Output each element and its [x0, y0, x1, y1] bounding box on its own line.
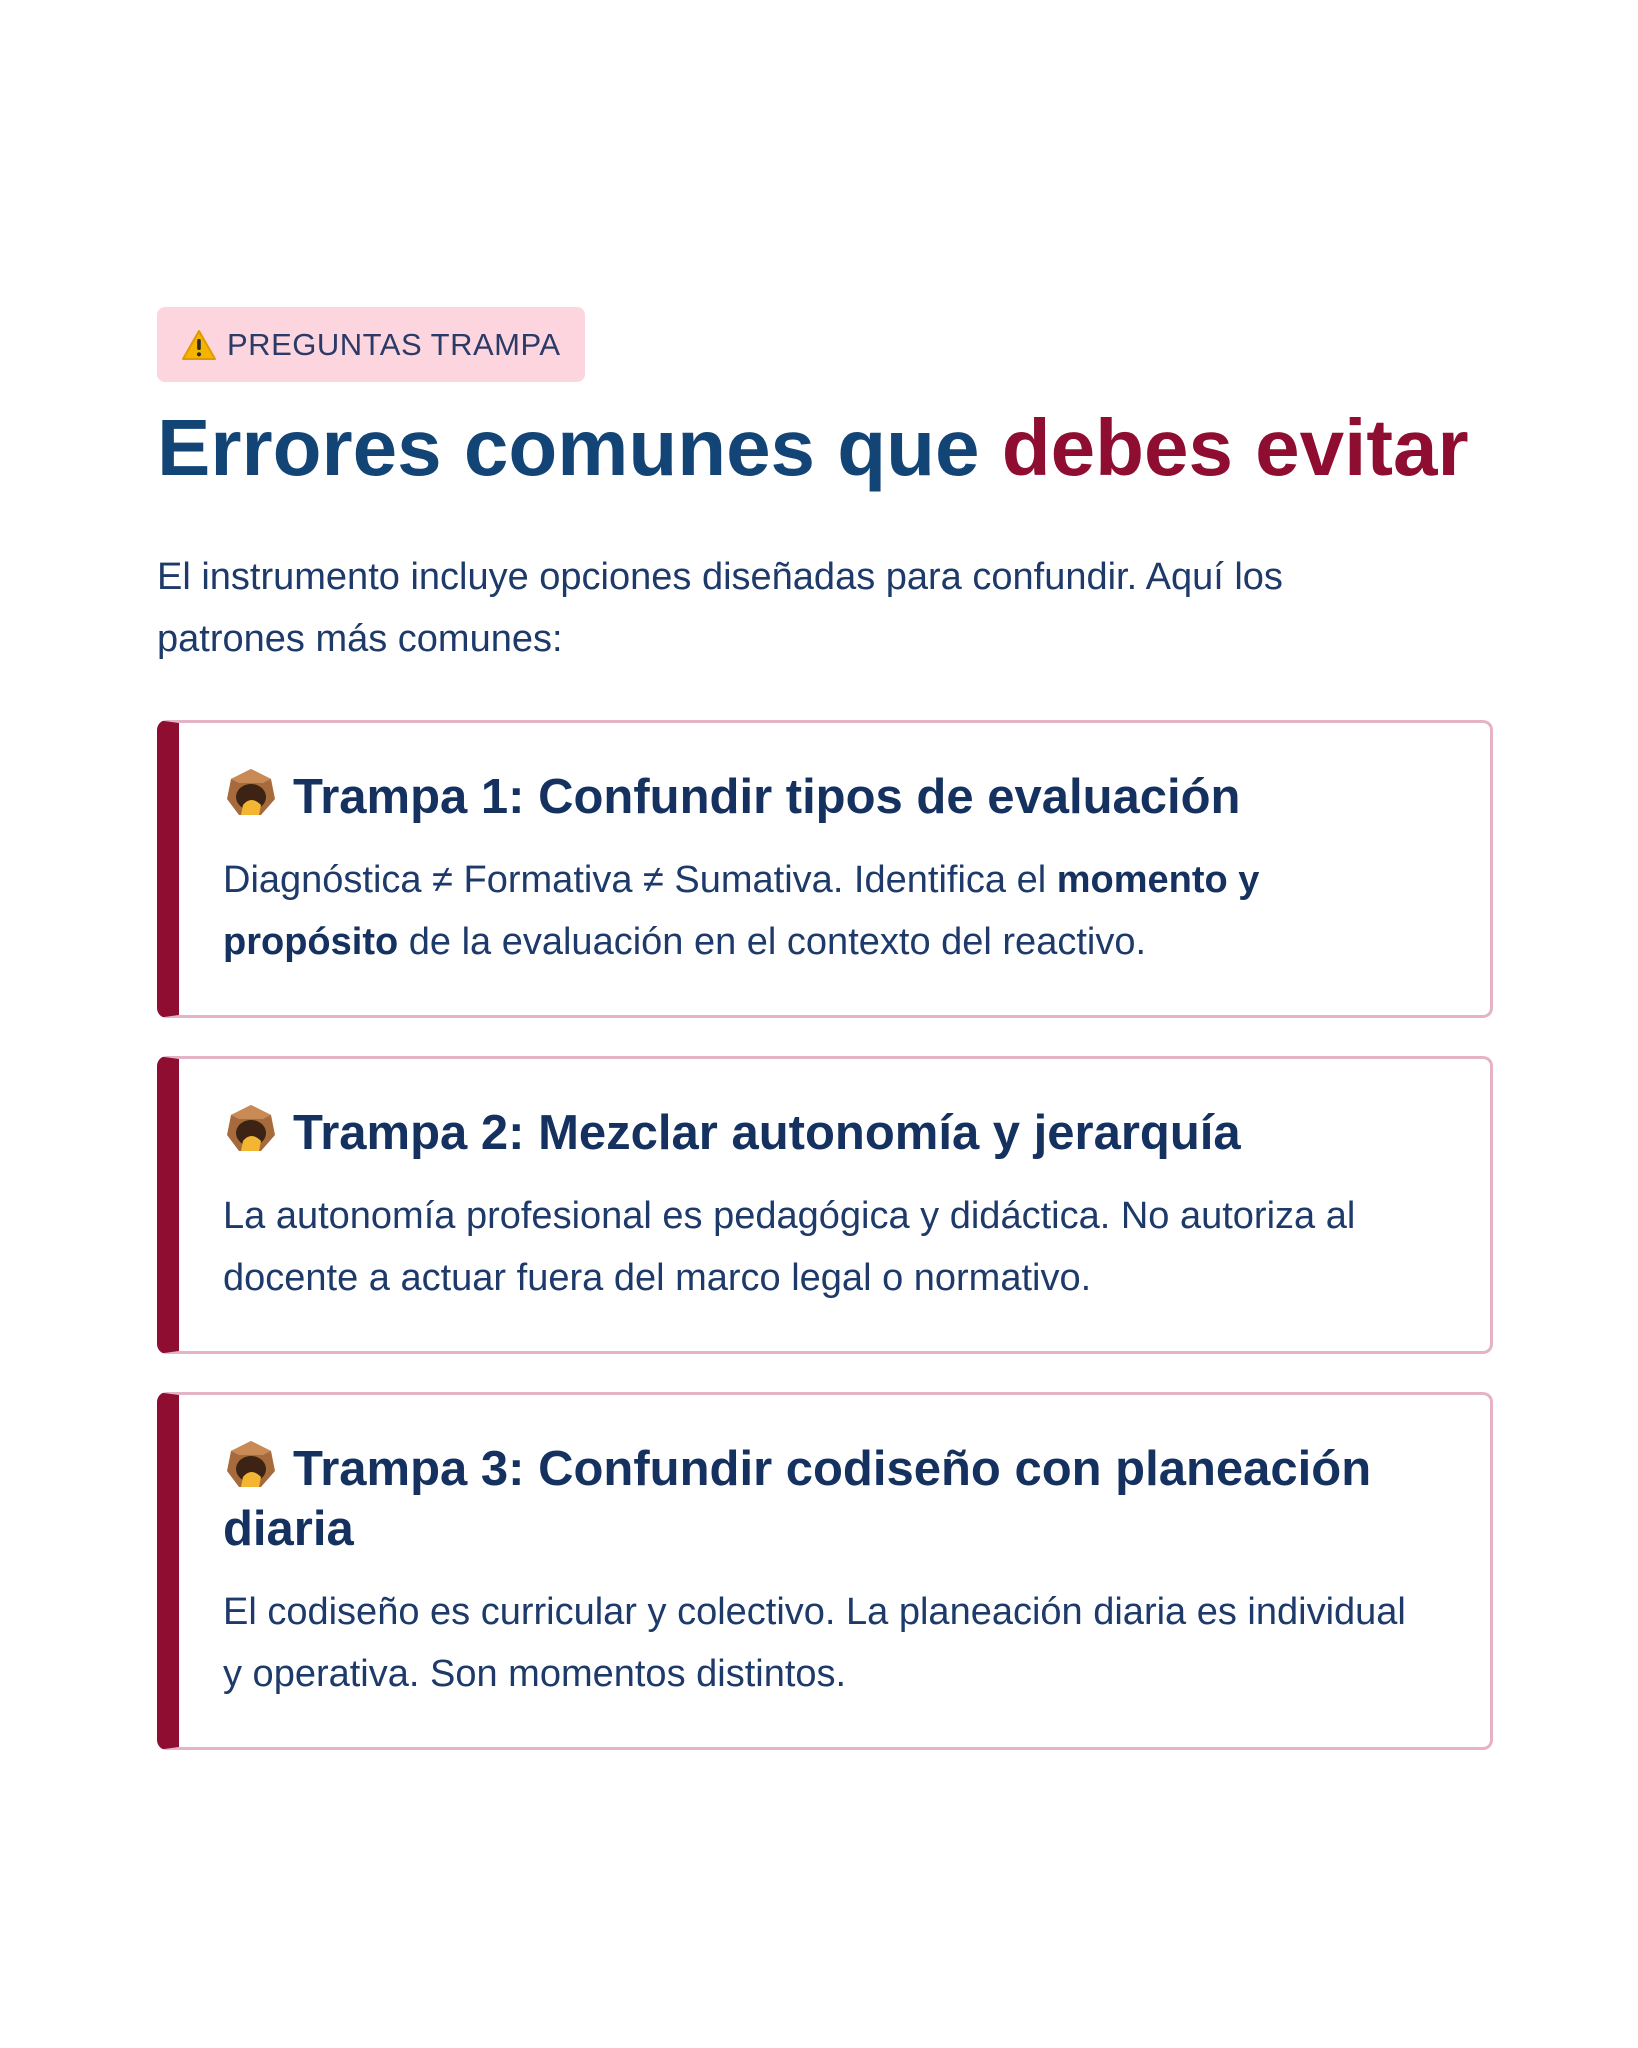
trap-body: La autonomía profesional es pedagógica y didáctica. No autoriza al docente a actuar fuera del marco legal o normativo. — [223, 1195, 1356, 1299]
trap-body — [223, 849, 1434, 973]
trap-card-3 — [157, 1392, 1493, 1750]
trap-hole-icon — [223, 765, 279, 821]
title-main: Errores comunes que — [157, 403, 1002, 492]
trap-list — [157, 720, 1493, 1750]
trap-heading-text: Trampa 3: Confundir codiseño con planeación diaria — [223, 1442, 1372, 1556]
intro-text: El instrumento incluye opciones diseñadas para confundir. Aquí los patrones más comunes: — [157, 556, 1283, 660]
trap-card-2 — [157, 1056, 1493, 1354]
trap-heading-text: Trampa 1: Confundir tipos de evaluación — [293, 770, 1241, 824]
section-badge — [157, 307, 585, 382]
badge-label: PREGUNTAS TRAMPA — [227, 326, 561, 362]
trap-body-text: de la evaluación en el contexto del reactivo. — [398, 921, 1147, 963]
trap-heading — [223, 1437, 1434, 1559]
trap-body: El codiseño es curricular y colectivo. La planeación diaria es individual y operativa. Son momentos distintos. — [223, 1591, 1406, 1695]
trap-body-text: Diagnóstica ≠ Formativa ≠ Sumativa. Identifica el — [223, 859, 1057, 901]
trap-hole-icon — [223, 1437, 279, 1493]
title-accent: debes evitar — [1001, 403, 1469, 492]
trap-heading — [223, 1101, 1434, 1163]
page-title — [157, 400, 1493, 496]
trap-body-emphasis: momento y propósito — [223, 859, 1260, 963]
main-content — [157, 307, 1493, 1788]
warning-icon — [181, 329, 217, 361]
trap-card-1 — [157, 720, 1493, 1018]
trap-heading — [223, 765, 1434, 827]
trap-hole-icon — [223, 1101, 279, 1157]
trap-heading-text: Trampa 2: Mezclar autonomía y jerarquía — [293, 1106, 1241, 1160]
